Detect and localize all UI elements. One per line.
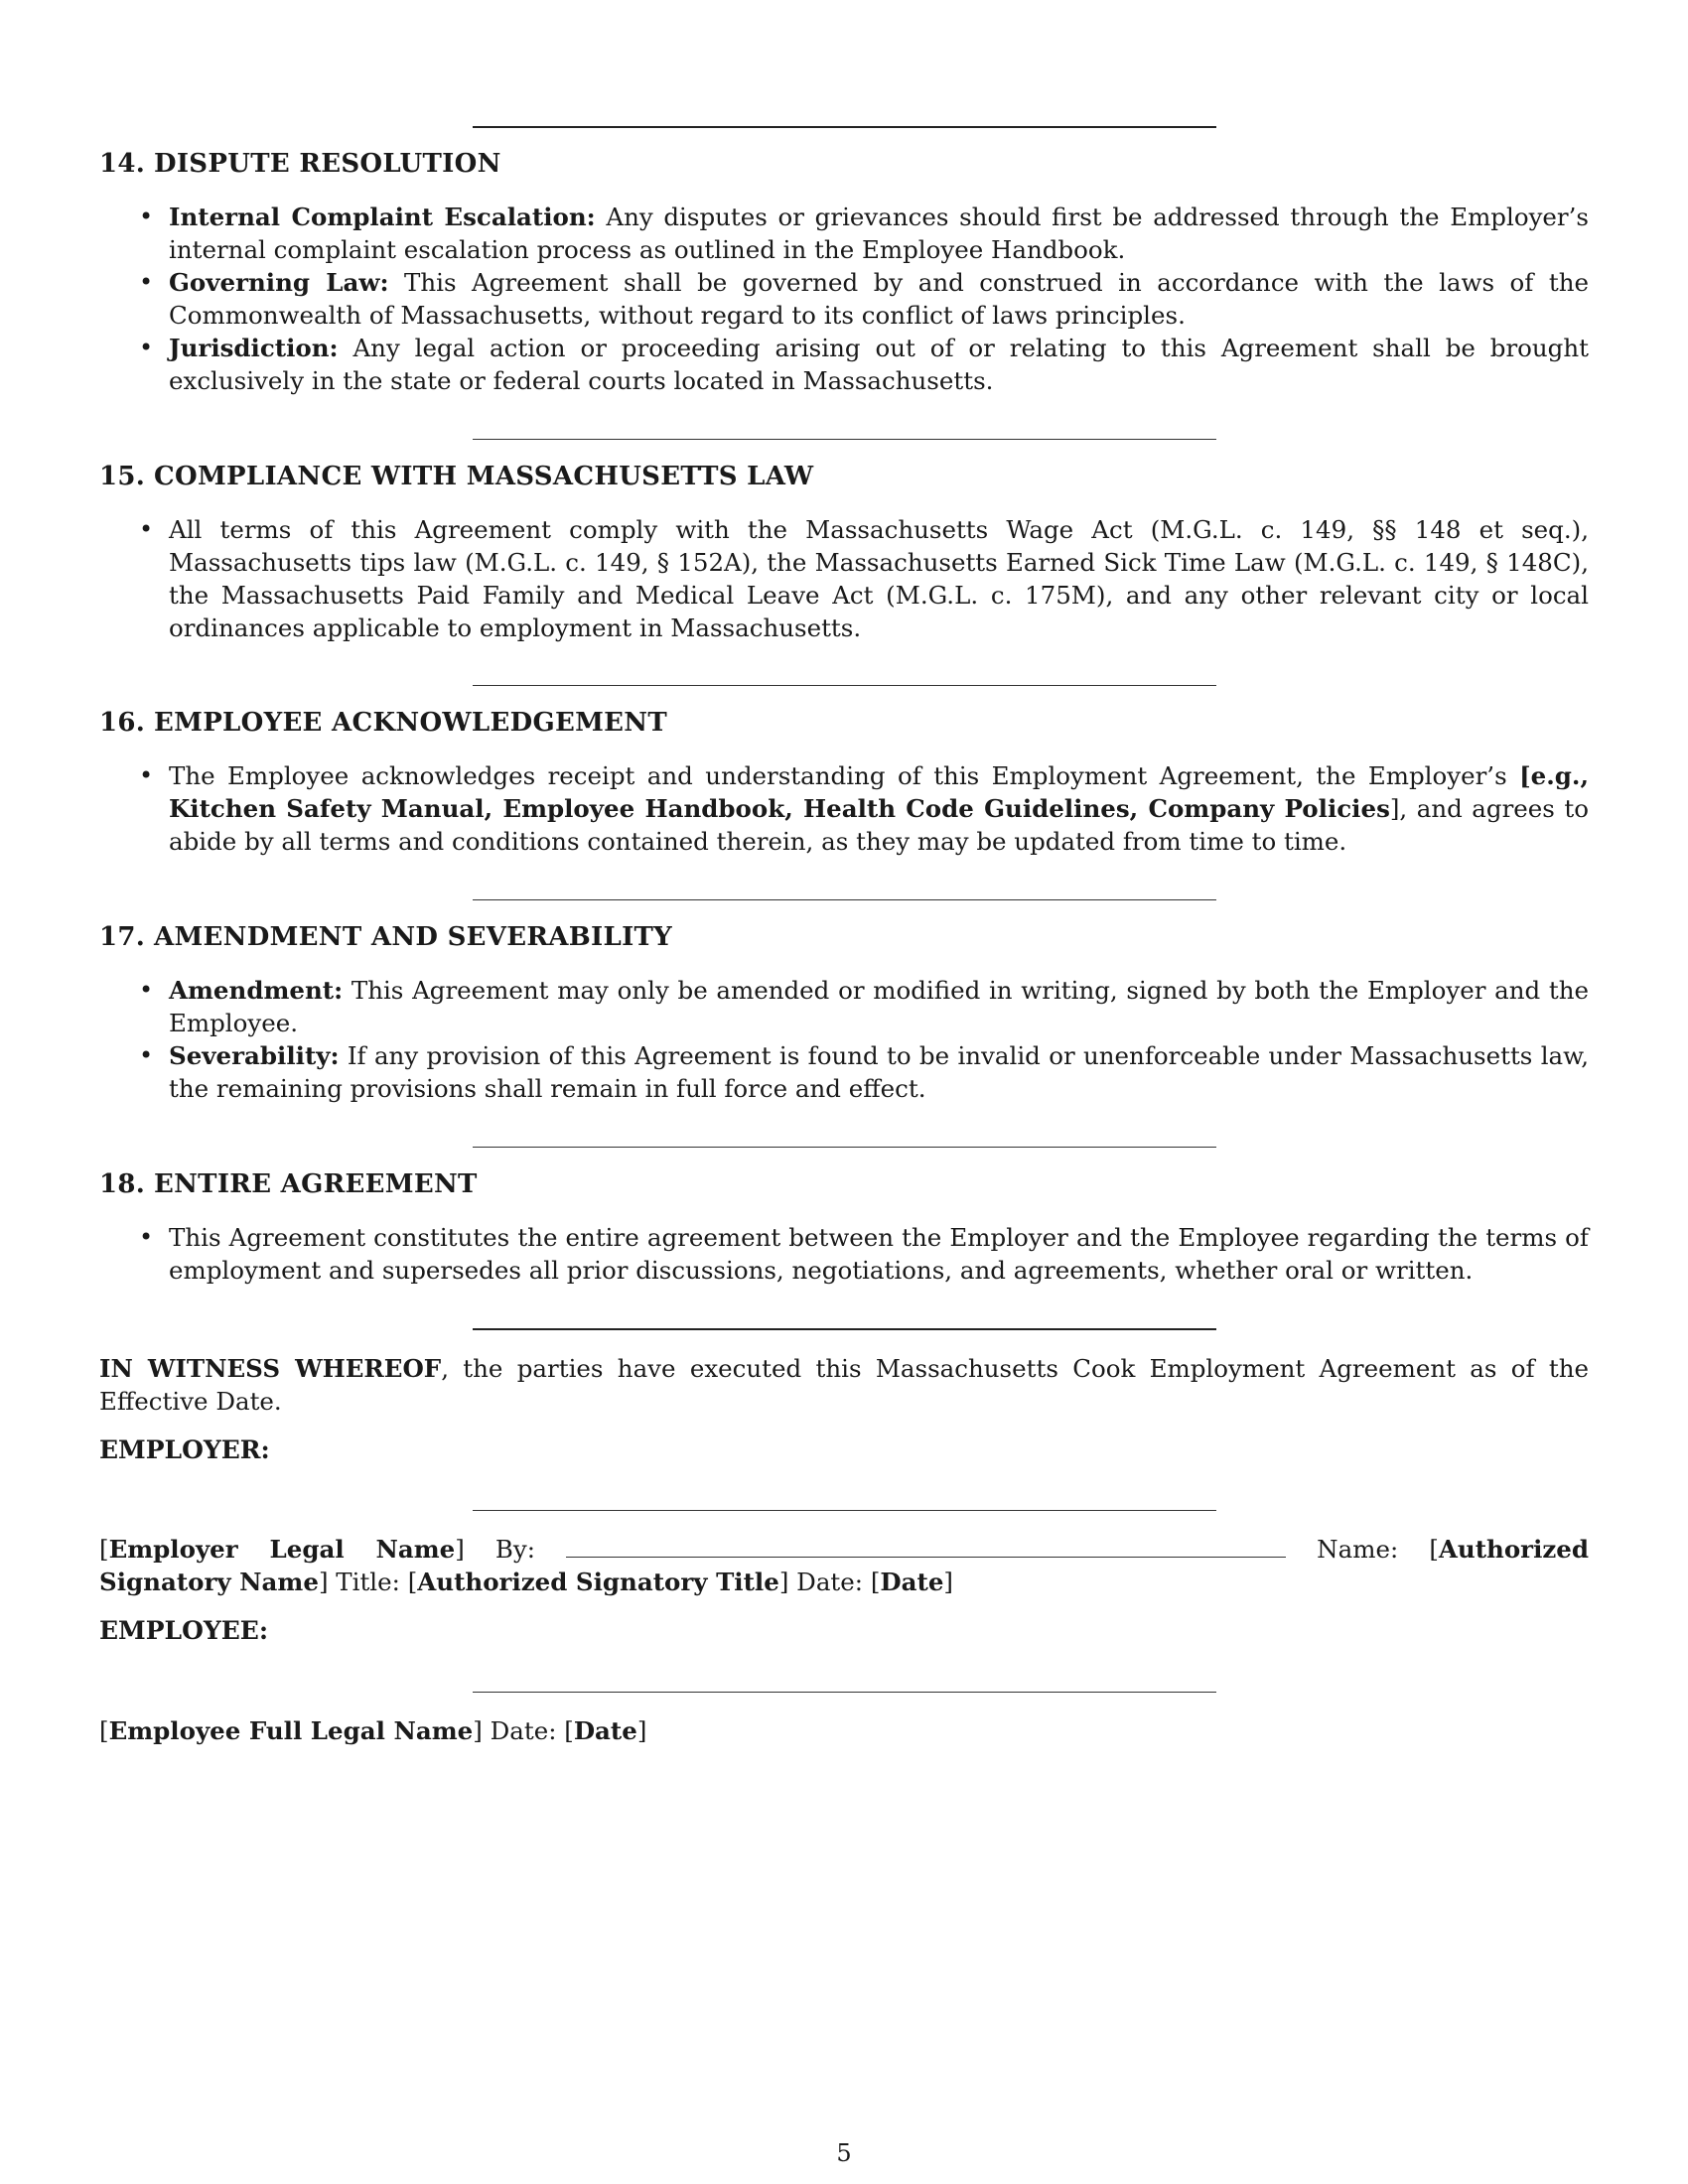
list-item (99, 759, 1589, 858)
section-17-heading (99, 922, 672, 952)
signatory-title: Authorized Signatory Title (417, 1568, 779, 1596)
section-title: ENTIRE AGREEMENT (154, 1169, 478, 1199)
page-number: 5 (836, 2139, 852, 2167)
item-text: This Agreement shall be governed by and construed in accordance with the laws of the Commonwealth of Massachusetts, without regard to its conflict of laws principles. (169, 268, 1589, 330)
section-15-heading (99, 462, 813, 491)
list-item (99, 332, 1589, 397)
section-divider (473, 1147, 1216, 1148)
item-bold-placeholder: [e.g., Kitchen Safety Manual, Employee Handbook, Health Code Guidelines, Company Policies (169, 761, 1589, 823)
section-divider (473, 126, 1216, 128)
by-label: By: (464, 1535, 567, 1564)
section-14-heading (99, 149, 501, 179)
employer-heading: EMPLOYER: (99, 1435, 270, 1464)
list-item (99, 1221, 1589, 1287)
list-item (99, 513, 1589, 644)
date-label: Date: (482, 1716, 565, 1745)
section-divider (473, 899, 1216, 900)
section-number: 16. (99, 708, 146, 738)
signature-line (473, 1510, 1216, 1511)
date-label: Date: (788, 1568, 871, 1596)
item-text: All terms of this Agreement comply with the Massachusetts Wage Act (M.G.L. c. 149, §§ 148 et seq.), Massachusetts tips law (M.G.L. c. 149, § 152A), the Massachusetts Earned Sick Time Law (M.G.L. c. 149, § 148C), the Massachusetts Paid Family and Medical Leave Act (M.G.L. c. 175M), and any other relevant city or local ordinances applicable to employment in Massachusetts. (169, 515, 1589, 642)
section-15-list (99, 513, 1589, 644)
section-number: 18. (99, 1169, 146, 1199)
item-text: The Employee acknowledges receipt and understanding of this Employment Agreement, the Employer’s (169, 761, 1520, 790)
list-item (99, 266, 1589, 332)
section-number: 15. (99, 462, 146, 491)
section-18-heading (99, 1169, 478, 1199)
list-item (99, 201, 1589, 266)
employee-legal-name: Employee Full Legal Name (108, 1716, 474, 1745)
item-text: Any legal action or proceeding arising out of or relating to this Agreement shall be brought exclusively in the state or federal courts located in Massachusetts. (169, 334, 1589, 395)
item-text: ], and agrees to abide by all terms and conditions contained therein, as they may be updated from time to time. (169, 794, 1589, 856)
item-label: Internal Complaint Escalation: (169, 203, 596, 231)
section-14-list (99, 201, 1589, 397)
section-18-list (99, 1221, 1589, 1287)
section-title: AMENDMENT AND SEVERABILITY (154, 922, 673, 952)
section-16-heading (99, 708, 667, 738)
item-text: This Agreement may only be amended or modified in writing, signed by both the Employer and the Employee. (169, 976, 1589, 1037)
signature-line (473, 1692, 1216, 1693)
document-page (99, 0, 1589, 2184)
section-16-list (99, 759, 1589, 858)
employer-signature-field[interactable] (566, 1535, 1286, 1558)
employee-heading: EMPLOYEE: (99, 1616, 269, 1645)
section-17-list (99, 974, 1589, 1105)
witness-bold: IN WITNESS WHEREOF (99, 1354, 442, 1383)
section-title: EMPLOYEE ACKNOWLEDGEMENT (154, 708, 667, 738)
title-label: Title: (328, 1568, 408, 1596)
section-number: 17. (99, 922, 146, 952)
list-item (99, 974, 1589, 1039)
employee-date: Date (573, 1716, 637, 1745)
name-label: Name: (1286, 1535, 1430, 1564)
section-divider (473, 1328, 1216, 1330)
item-text: This Agreement constitutes the entire agreement between the Employer and the Employee regarding the terms of employment and supersedes all prior discussions, negotiations, and agreements, whether oral or written. (169, 1223, 1589, 1285)
employer-signature-block: [Employer Legal Name] By: Name: [Authorized Signatory Name] Title: [Authorized Signatory Title] Date: [Date] (99, 1535, 1590, 1596)
witness-text: , the parties have executed this Massachusetts Cook Employment Agreement as of the Effective Date. (99, 1354, 1589, 1416)
item-text: If any provision of this Agreement is found to be invalid or unenforceable under Massachusetts law, the remaining provisions shall remain in full force and effect. (169, 1041, 1589, 1103)
item-label: Amendment: (169, 976, 344, 1005)
item-text: Any disputes or grievances should first be addressed through the Employer’s internal complaint escalation process as outlined in the Employee Handbook. (169, 203, 1589, 264)
section-number: 14. (99, 149, 146, 179)
item-label: Severability: (169, 1041, 340, 1070)
list-item (99, 1039, 1589, 1105)
item-label: Governing Law: (169, 268, 389, 297)
section-divider (473, 439, 1216, 440)
employer-legal-name: Employer Legal Name (108, 1535, 456, 1564)
employer-date: Date (880, 1568, 944, 1596)
section-title: COMPLIANCE WITH MASSACHUSETTS LAW (154, 462, 814, 491)
employee-signature-block: [Employee Full Legal Name] Date: [Date] (99, 1716, 647, 1745)
witness-clause (99, 1352, 1589, 1418)
signatory-name: Authorized Signatory Name (99, 1535, 1590, 1596)
section-title: DISPUTE RESOLUTION (154, 149, 501, 179)
item-label: Jurisdiction: (169, 334, 339, 362)
section-divider (473, 685, 1216, 686)
